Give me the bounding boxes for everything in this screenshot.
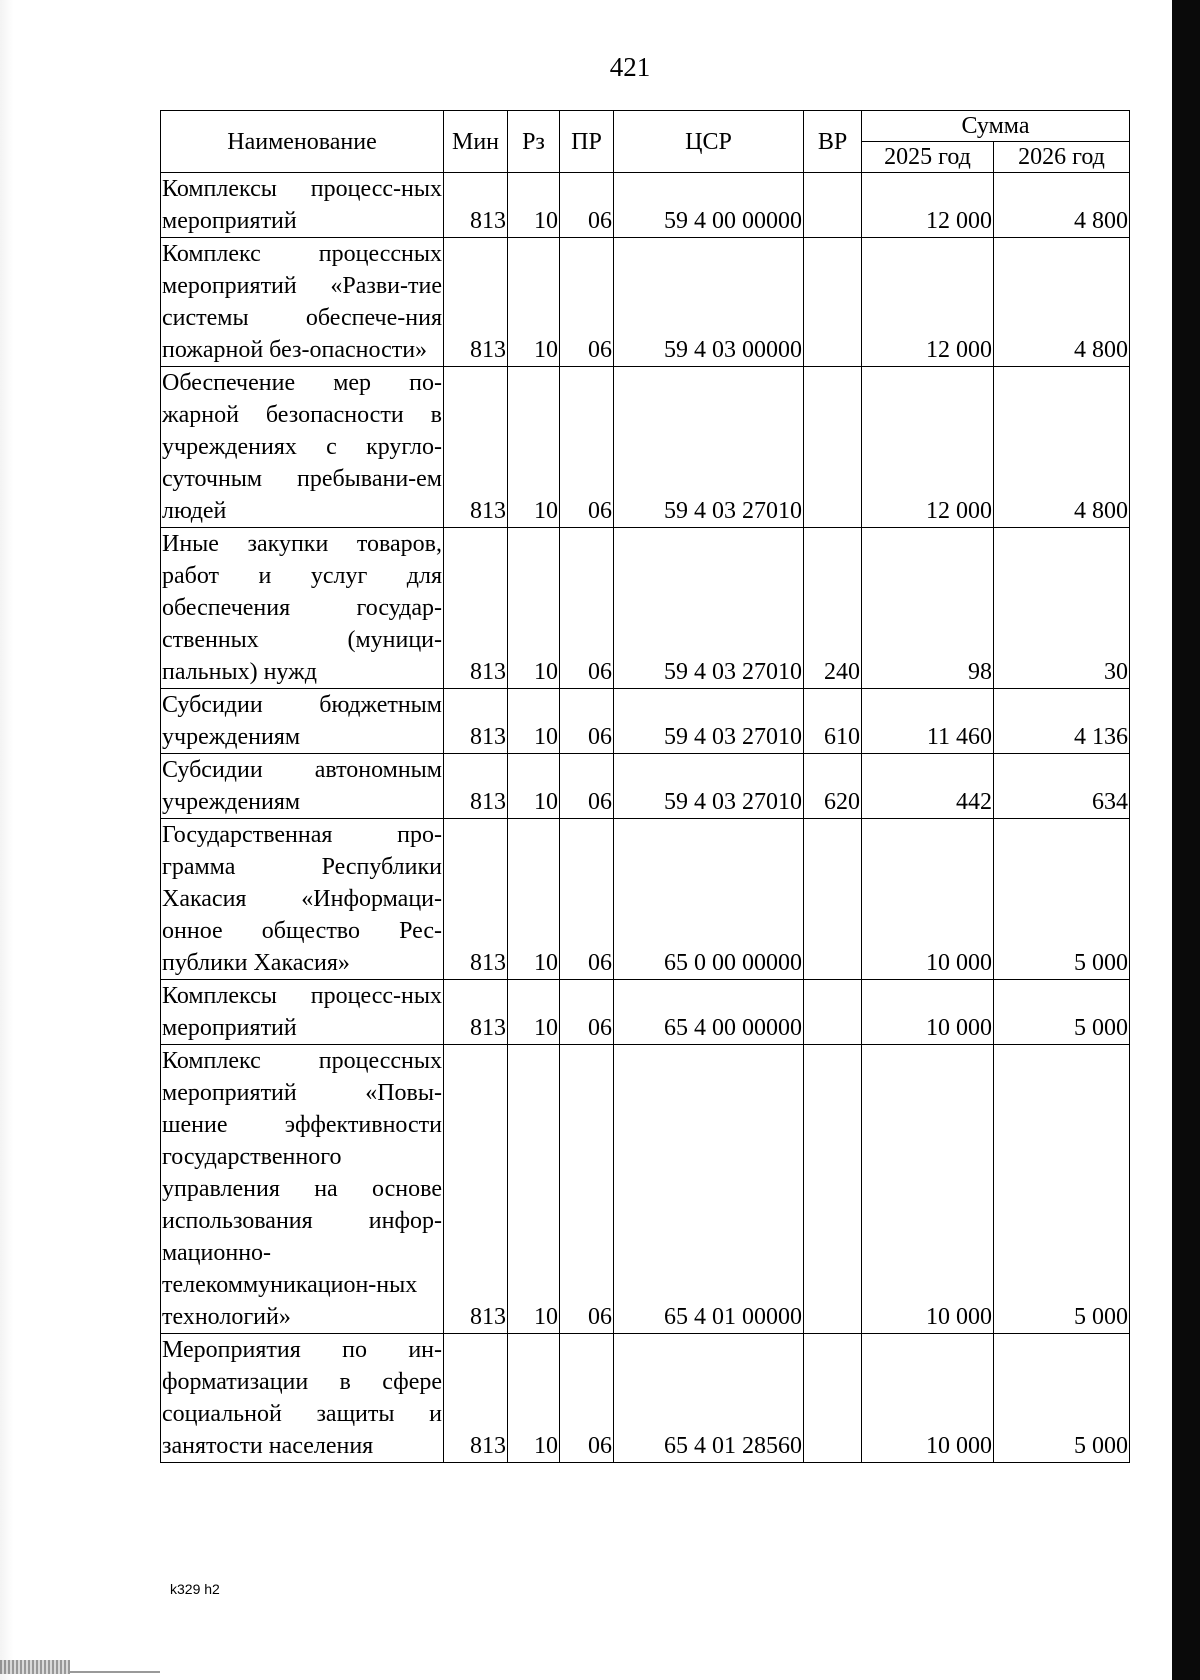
- row-csr: 59 4 03 27010: [614, 528, 804, 689]
- row-2025: 11 460: [862, 689, 994, 754]
- row-rz: 10: [508, 528, 560, 689]
- row-name: Обеспечение мер по-жарной безопасности в учреждениях с кругло-суточным пребывани-ем людей: [161, 367, 444, 528]
- row-2026: 4 800: [994, 173, 1130, 238]
- table-row: [161, 173, 1130, 238]
- row-pr: 06: [560, 528, 614, 689]
- row-name: Мероприятия по ин-форматизации в сфере социальной защиты и занятости населения: [161, 1334, 444, 1463]
- row-2025: 10 000: [862, 1045, 994, 1334]
- row-name: Субсидии автономным учреждениям: [161, 754, 444, 819]
- table-row: [161, 689, 1130, 754]
- row-min: 813: [444, 1334, 508, 1463]
- row-2025: 12 000: [862, 367, 994, 528]
- row-min: 813: [444, 367, 508, 528]
- row-vr: 620: [804, 754, 862, 819]
- row-2026: 634: [994, 754, 1130, 819]
- row-rz: 10: [508, 819, 560, 980]
- header-name: Наименование: [161, 111, 444, 173]
- row-csr: 59 4 03 27010: [614, 754, 804, 819]
- scan-left-edge: [0, 0, 14, 1680]
- row-2025: 10 000: [862, 1334, 994, 1463]
- row-2025: 12 000: [862, 238, 994, 367]
- table-row: [161, 754, 1130, 819]
- header-pr: ПР: [560, 111, 614, 173]
- row-2026: 4 800: [994, 367, 1130, 528]
- row-min: 813: [444, 173, 508, 238]
- row-pr: 06: [560, 1334, 614, 1463]
- header-2026: 2026 год: [994, 142, 1130, 173]
- row-pr: 06: [560, 367, 614, 528]
- row-csr: 65 0 00 00000: [614, 819, 804, 980]
- table-row: [161, 528, 1130, 689]
- row-name: Государственная про-грамма Республики Хакасия «Информаци-онное общество Рес-публики Хакасия»: [161, 819, 444, 980]
- row-csr: 59 4 03 27010: [614, 367, 804, 528]
- row-pr: 06: [560, 238, 614, 367]
- header-min: Мин: [444, 111, 508, 173]
- row-pr: 06: [560, 689, 614, 754]
- row-csr: 59 4 03 27010: [614, 689, 804, 754]
- row-min: 813: [444, 754, 508, 819]
- row-rz: 10: [508, 980, 560, 1045]
- row-name: Комплекс процессных мероприятий «Разви-тие системы обеспече-ния пожарной без-опасности»: [161, 238, 444, 367]
- row-rz: 10: [508, 1045, 560, 1334]
- row-pr: 06: [560, 173, 614, 238]
- page-number: 421: [609, 52, 651, 82]
- row-vr: 240: [804, 528, 862, 689]
- header-sum: Сумма: [862, 111, 1130, 142]
- header-csr: ЦСР: [614, 111, 804, 173]
- row-2026: 4 136: [994, 689, 1130, 754]
- row-2025: 10 000: [862, 980, 994, 1045]
- table-row: [161, 1045, 1130, 1334]
- row-rz: 10: [508, 238, 560, 367]
- header-row-1: [161, 111, 1130, 142]
- row-rz: 10: [508, 1334, 560, 1463]
- row-min: 813: [444, 528, 508, 689]
- table-row: [161, 1334, 1130, 1463]
- row-name: Субсидии бюджетным учреждениям: [161, 689, 444, 754]
- row-vr: [804, 238, 862, 367]
- row-2026: 5 000: [994, 819, 1130, 980]
- row-2025: 98: [862, 528, 994, 689]
- row-vr: 610: [804, 689, 862, 754]
- row-2026: 5 000: [994, 1334, 1130, 1463]
- header-vr: ВР: [804, 111, 862, 173]
- row-name: Комплексы процесс-ных мероприятий: [161, 173, 444, 238]
- table-row: [161, 980, 1130, 1045]
- row-rz: 10: [508, 173, 560, 238]
- footer-code: k329 h2: [170, 1581, 220, 1597]
- row-vr: [804, 367, 862, 528]
- row-rz: 10: [508, 689, 560, 754]
- scan-artifact-line: [70, 1671, 160, 1673]
- row-min: 813: [444, 1045, 508, 1334]
- row-csr: 65 4 01 00000: [614, 1045, 804, 1334]
- header-2025: 2025 год: [862, 142, 994, 173]
- row-pr: 06: [560, 819, 614, 980]
- row-vr: [804, 1334, 862, 1463]
- budget-table: [160, 110, 1130, 1463]
- row-2025: 442: [862, 754, 994, 819]
- row-vr: [804, 173, 862, 238]
- row-vr: [804, 1045, 862, 1334]
- row-2026: 30: [994, 528, 1130, 689]
- row-min: 813: [444, 238, 508, 367]
- row-min: 813: [444, 819, 508, 980]
- row-name: Комплексы процесс-ных мероприятий: [161, 980, 444, 1045]
- row-2026: 5 000: [994, 980, 1130, 1045]
- row-csr: 59 4 00 00000: [614, 173, 804, 238]
- row-csr: 59 4 03 00000: [614, 238, 804, 367]
- row-pr: 06: [560, 754, 614, 819]
- row-vr: [804, 819, 862, 980]
- row-name: Иные закупки товаров, работ и услуг для обеспечения государ-ственных (муници-пальных) нужд: [161, 528, 444, 689]
- row-rz: 10: [508, 367, 560, 528]
- table-row: [161, 238, 1130, 367]
- row-min: 813: [444, 689, 508, 754]
- row-2026: 5 000: [994, 1045, 1130, 1334]
- row-name: Комплекс процессных мероприятий «Повы-шение эффективности государственного управления на основе использования инфор-мационно-телекоммуникацион-ных технологий»: [161, 1045, 444, 1334]
- row-min: 813: [444, 980, 508, 1045]
- row-csr: 65 4 00 00000: [614, 980, 804, 1045]
- header-rz: Рз: [508, 111, 560, 173]
- table-row: [161, 819, 1130, 980]
- scan-artifact: [0, 1660, 70, 1674]
- row-2025: 12 000: [862, 173, 994, 238]
- row-2025: 10 000: [862, 819, 994, 980]
- row-rz: 10: [508, 754, 560, 819]
- row-pr: 06: [560, 1045, 614, 1334]
- row-2026: 4 800: [994, 238, 1130, 367]
- scan-right-bar: [1172, 0, 1200, 1680]
- row-csr: 65 4 01 28560: [614, 1334, 804, 1463]
- row-vr: [804, 980, 862, 1045]
- table-row: [161, 367, 1130, 528]
- row-pr: 06: [560, 980, 614, 1045]
